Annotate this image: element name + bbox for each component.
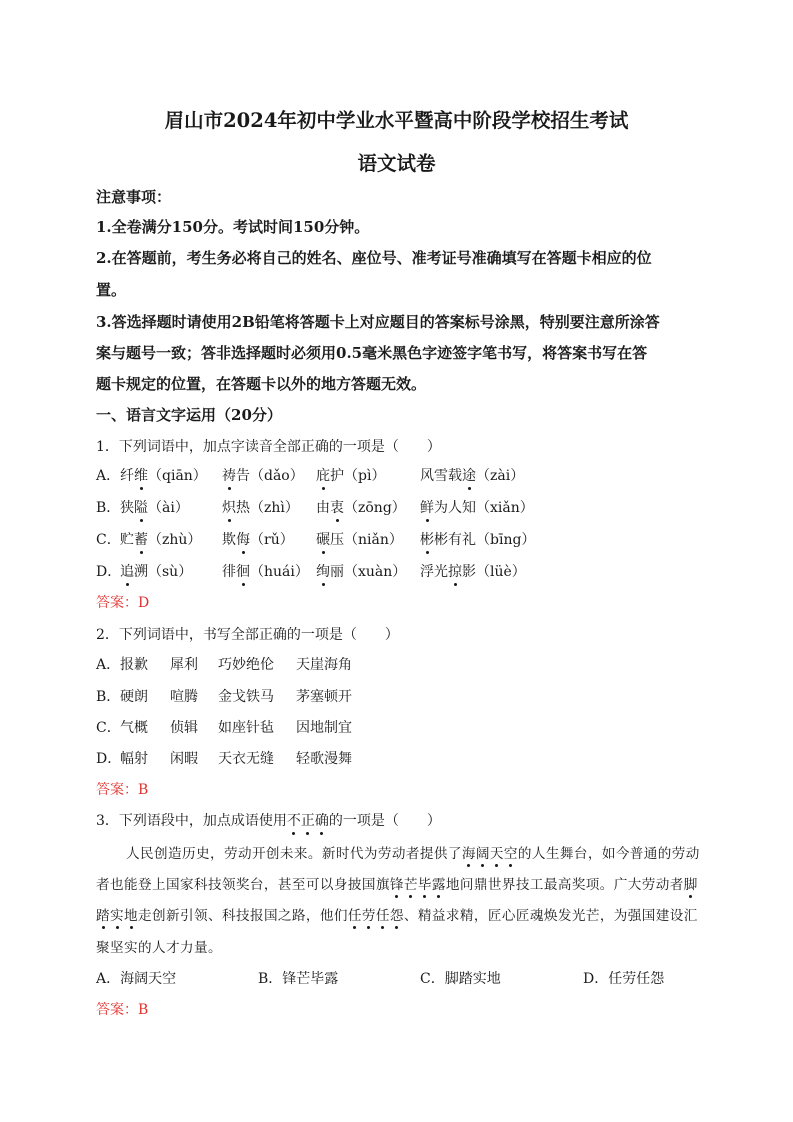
dotted-character: 芒	[404, 873, 418, 893]
question-2-word: 喧腾	[170, 689, 198, 705]
word-text: 狭	[120, 500, 134, 516]
passage-text: 者也能登上国家科技领奖台，甚至可以身披国旗	[96, 877, 390, 893]
dotted-character: 途	[462, 465, 476, 485]
dotted-character: 确	[315, 810, 329, 830]
dotted-character: 衷	[330, 497, 344, 517]
dotted-character: 侮	[236, 529, 250, 549]
dotted-character: 正	[301, 810, 315, 830]
question-1-word	[420, 561, 526, 581]
question-1-word	[316, 497, 406, 517]
question-1-word	[120, 561, 192, 581]
dotted-character: 不	[287, 810, 301, 830]
question-2-option-letter: C．	[96, 720, 121, 736]
question-3-stem	[96, 810, 441, 830]
question-1-word	[316, 529, 403, 549]
exam-title: 眉山市2024年初中学业水平暨高中阶段学校招生考试	[164, 109, 629, 132]
question-1-word	[316, 561, 406, 581]
passage-line-1	[126, 842, 700, 862]
question-2-word: 闲暇	[170, 751, 198, 767]
question-2-stem: 2．下列词语中，书写全部正确的一项是（ ）	[96, 627, 399, 643]
passage-text: 的人生舞台，如今普通的劳动	[517, 846, 700, 862]
question-2-word: 轻歌漫舞	[296, 751, 352, 767]
dotted-character: 绚	[316, 561, 330, 581]
passage-text: 走创新引领、科技报国之路，他们	[138, 908, 348, 924]
note-item-3-line-3: 题卡规定的位置，在答题卡以外的地方答题无效。	[96, 375, 427, 393]
word-text: 溯（sù）	[134, 564, 193, 580]
passage-text: 地问鼎世界技工最高奖项。广大劳动者	[445, 877, 684, 893]
question-1-option-letter: A．	[96, 468, 121, 484]
question-3-answer: 答案：B	[96, 1002, 149, 1018]
idiom-jiaota-shidi-part-1	[684, 877, 698, 893]
dotted-character: 踏	[96, 904, 110, 924]
question-2-word: 如座针毡	[218, 720, 274, 736]
question-1-word	[222, 465, 304, 485]
passage-text: 人民创造历史，劳动开创未来。新时代为劳动者提供了	[126, 846, 462, 862]
question-2-word: 茅塞顿开	[296, 689, 352, 705]
dotted-character: 碾	[316, 529, 330, 549]
dotted-character: 空	[504, 842, 518, 862]
question-1-word	[120, 529, 201, 549]
question-2-word: 巧妙绝伦	[218, 657, 274, 673]
question-3-option-d: D．任劳任怨	[583, 971, 665, 987]
dotted-character: 彬	[420, 529, 434, 549]
exam-subtitle: 语文试卷	[357, 152, 436, 175]
word-text: 由	[316, 500, 330, 516]
dotted-character: 维	[134, 465, 148, 485]
question-2-word: 幅射	[120, 751, 148, 767]
dotted-character: 海	[462, 842, 476, 862]
note-item-3-line-1: 3.答选择题时请使用2B铅笔将答题卡上对应题目的答案标号涂黑，特别要注意所涂答	[96, 313, 660, 331]
dotted-character: 锋	[390, 873, 404, 893]
dotted-character: 实	[110, 904, 124, 924]
question-1-word	[222, 561, 309, 581]
word-text: （ài）	[148, 500, 189, 516]
dotted-character: 天	[490, 842, 504, 862]
question-1-word	[316, 465, 385, 485]
dotted-character: 祷	[222, 465, 236, 485]
word-text: 丽（xuàn）	[330, 564, 407, 580]
word-text: （rǔ）	[250, 532, 294, 548]
dotted-character: 掠	[448, 561, 462, 581]
dotted-character: 任	[376, 904, 390, 924]
question-2-word: 犀利	[170, 657, 198, 673]
word-text: 为人知（xiǎn）	[434, 500, 534, 516]
question-2-word: 天衣无缝	[218, 751, 274, 767]
dotted-character: 脚	[684, 873, 698, 893]
dotted-character: 隘	[134, 497, 148, 517]
question-3-option-b: B．锋芒毕露	[258, 971, 339, 987]
note-item-1: 1.全卷满分150分。考试时间150分钟。	[96, 218, 370, 236]
question-2-option-letter: D．	[96, 751, 122, 767]
question-3-stem-pre: 3．下列语段中，加点成语使用	[96, 813, 287, 829]
word-text: 告（dǎo）	[236, 468, 304, 484]
note-item-2-line-2: 置。	[96, 281, 127, 299]
question-2-word: 金戈铁马	[218, 689, 274, 705]
idiom-fengmang-bilu	[390, 877, 446, 893]
question-2-option-letter: A．	[96, 657, 121, 673]
question-1-stem: 1．下列词语中，加点字读音全部正确的一项是（ ）	[96, 439, 441, 455]
dotted-character: 劳	[362, 904, 376, 924]
section-heading: 一、语言文字运用（20分）	[96, 406, 282, 424]
idiom-renlao-renyuan	[348, 908, 404, 924]
passage-line-2	[96, 873, 698, 893]
question-2-word: 气概	[120, 720, 148, 736]
notes-heading: 注意事项：	[96, 188, 172, 206]
word-text: 贮	[120, 532, 134, 548]
question-3-option-a: A．海阔天空	[96, 971, 177, 987]
dotted-character: 露	[432, 873, 446, 893]
idiom-haikuo-tiankong	[462, 846, 518, 862]
question-1-word	[120, 465, 207, 485]
question-2-word: 侦辑	[170, 720, 198, 736]
question-3-option-c: C．脚踏实地	[420, 971, 501, 987]
note-item-3-line-2: 案与题号一致；答非选择题时必须用0.5毫米黑色字迹签字笔书写，将答案书写在答	[96, 344, 648, 362]
question-2-answer: 答案：B	[96, 782, 149, 798]
question-2-word: 报歉	[120, 657, 148, 673]
dotted-character: 任	[348, 904, 362, 924]
word-text: （zhù）	[148, 532, 202, 548]
word-text: 风雪载	[420, 468, 462, 484]
question-2-option-letter: B．	[96, 689, 121, 705]
dotted-character: 鲜	[420, 497, 434, 517]
question-1-option-letter: C．	[96, 532, 121, 548]
question-1-option-letter: D．	[96, 564, 122, 580]
dotted-character: 蓄	[134, 529, 148, 549]
word-text: 徘	[222, 564, 236, 580]
passage-line-4: 聚坚实的人才力量。	[96, 940, 222, 956]
question-1-word	[222, 497, 299, 517]
word-text: 欺	[222, 532, 236, 548]
dotted-character: 怨	[390, 904, 404, 924]
word-text: （huái）	[250, 564, 309, 580]
question-3-stem-post: 的一项是（ ）	[328, 813, 441, 829]
dotted-character: 阔	[476, 842, 490, 862]
question-2-word: 天崖海角	[296, 657, 352, 673]
question-3-stem-dotted	[287, 813, 329, 829]
word-text: （qiān）	[148, 468, 207, 484]
word-text: 纤	[120, 468, 134, 484]
dotted-character: 庇	[316, 465, 330, 485]
passage-line-3	[96, 904, 698, 924]
word-text: 影（lüè）	[462, 564, 526, 580]
question-2-word: 因地制宜	[296, 720, 352, 736]
question-1-word	[420, 529, 535, 549]
word-text: 彬有礼（bīng）	[434, 532, 536, 548]
dotted-character: 炽	[222, 497, 236, 517]
dotted-character: 徊	[236, 561, 250, 581]
idiom-jiaota-shidi-part-2	[96, 908, 138, 924]
word-text: 护（pì）	[330, 468, 386, 484]
word-text: 浮光	[420, 564, 448, 580]
word-text: 热（zhì）	[236, 500, 299, 516]
question-1-option-letter: B．	[96, 500, 121, 516]
dotted-character: 追	[120, 561, 134, 581]
question-2-word: 硬朗	[120, 689, 148, 705]
dotted-character: 毕	[418, 873, 432, 893]
question-1-answer: 答案：D	[96, 595, 150, 611]
word-text: （zài）	[476, 468, 525, 484]
dotted-character: 地	[124, 904, 138, 924]
note-item-2-line-1: 2.在答题前，考生务必将自己的姓名、座位号、准考证号准确填写在答题卡相应的位	[96, 249, 652, 267]
question-1-word	[420, 497, 534, 517]
question-1-word	[420, 465, 524, 485]
question-1-word	[120, 497, 189, 517]
word-text: （zōng）	[344, 500, 406, 516]
word-text: 压（niǎn）	[330, 532, 403, 548]
passage-text: 、精益求精，匠心匠魂焕发光芒，为强国建设汇	[403, 908, 698, 924]
question-1-word	[222, 529, 294, 549]
